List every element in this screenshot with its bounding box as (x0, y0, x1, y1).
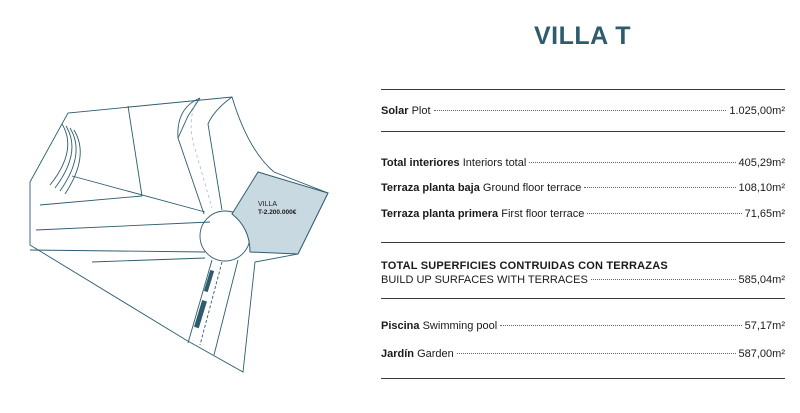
divider (381, 242, 785, 243)
total-heading: TOTAL SUPERFICIES CONTRUIDAS CON TERRAZAS (381, 260, 668, 272)
total-value: 585,04m² (738, 274, 785, 286)
plot-price: T-2.200.000€ (258, 209, 297, 216)
ground-terrace-value: 108,10m² (738, 182, 785, 194)
plot-label: VILLA (258, 201, 278, 208)
divider (381, 89, 785, 90)
divider (381, 298, 785, 299)
site-plan (0, 0, 370, 413)
divider (381, 378, 785, 379)
page-title: VILLA T (533, 22, 631, 50)
garden-row: Jardín Garden 587,00m² (381, 348, 785, 360)
first-terrace-value: 71,65m² (744, 208, 785, 220)
garden-value: 587,00m² (738, 348, 785, 360)
plot-row: Solar Plot 1.025,00m² (381, 105, 785, 117)
first-terrace-row: Terraza planta primera First floor terrace 71,65m² (381, 208, 785, 220)
access-road (178, 98, 204, 214)
curved-terrace (50, 124, 68, 185)
plot-value: 1.025,00m² (729, 105, 785, 117)
divider (381, 131, 785, 132)
ground-terrace-row: Terraza planta baja Ground floor terrace 108,10m² (381, 182, 785, 194)
interiors-value: 405,29m² (738, 157, 785, 169)
total-row: BUILD UP SURFACES WITH TERRACES 585,04m² (381, 274, 785, 286)
plot-divider (128, 106, 142, 196)
pool-row: Piscina Swimming pool 57,17m² (381, 320, 785, 332)
interiors-row: Total interiores Interiors total 405,29m² (381, 157, 785, 169)
pool-value: 57,17m² (744, 320, 785, 332)
